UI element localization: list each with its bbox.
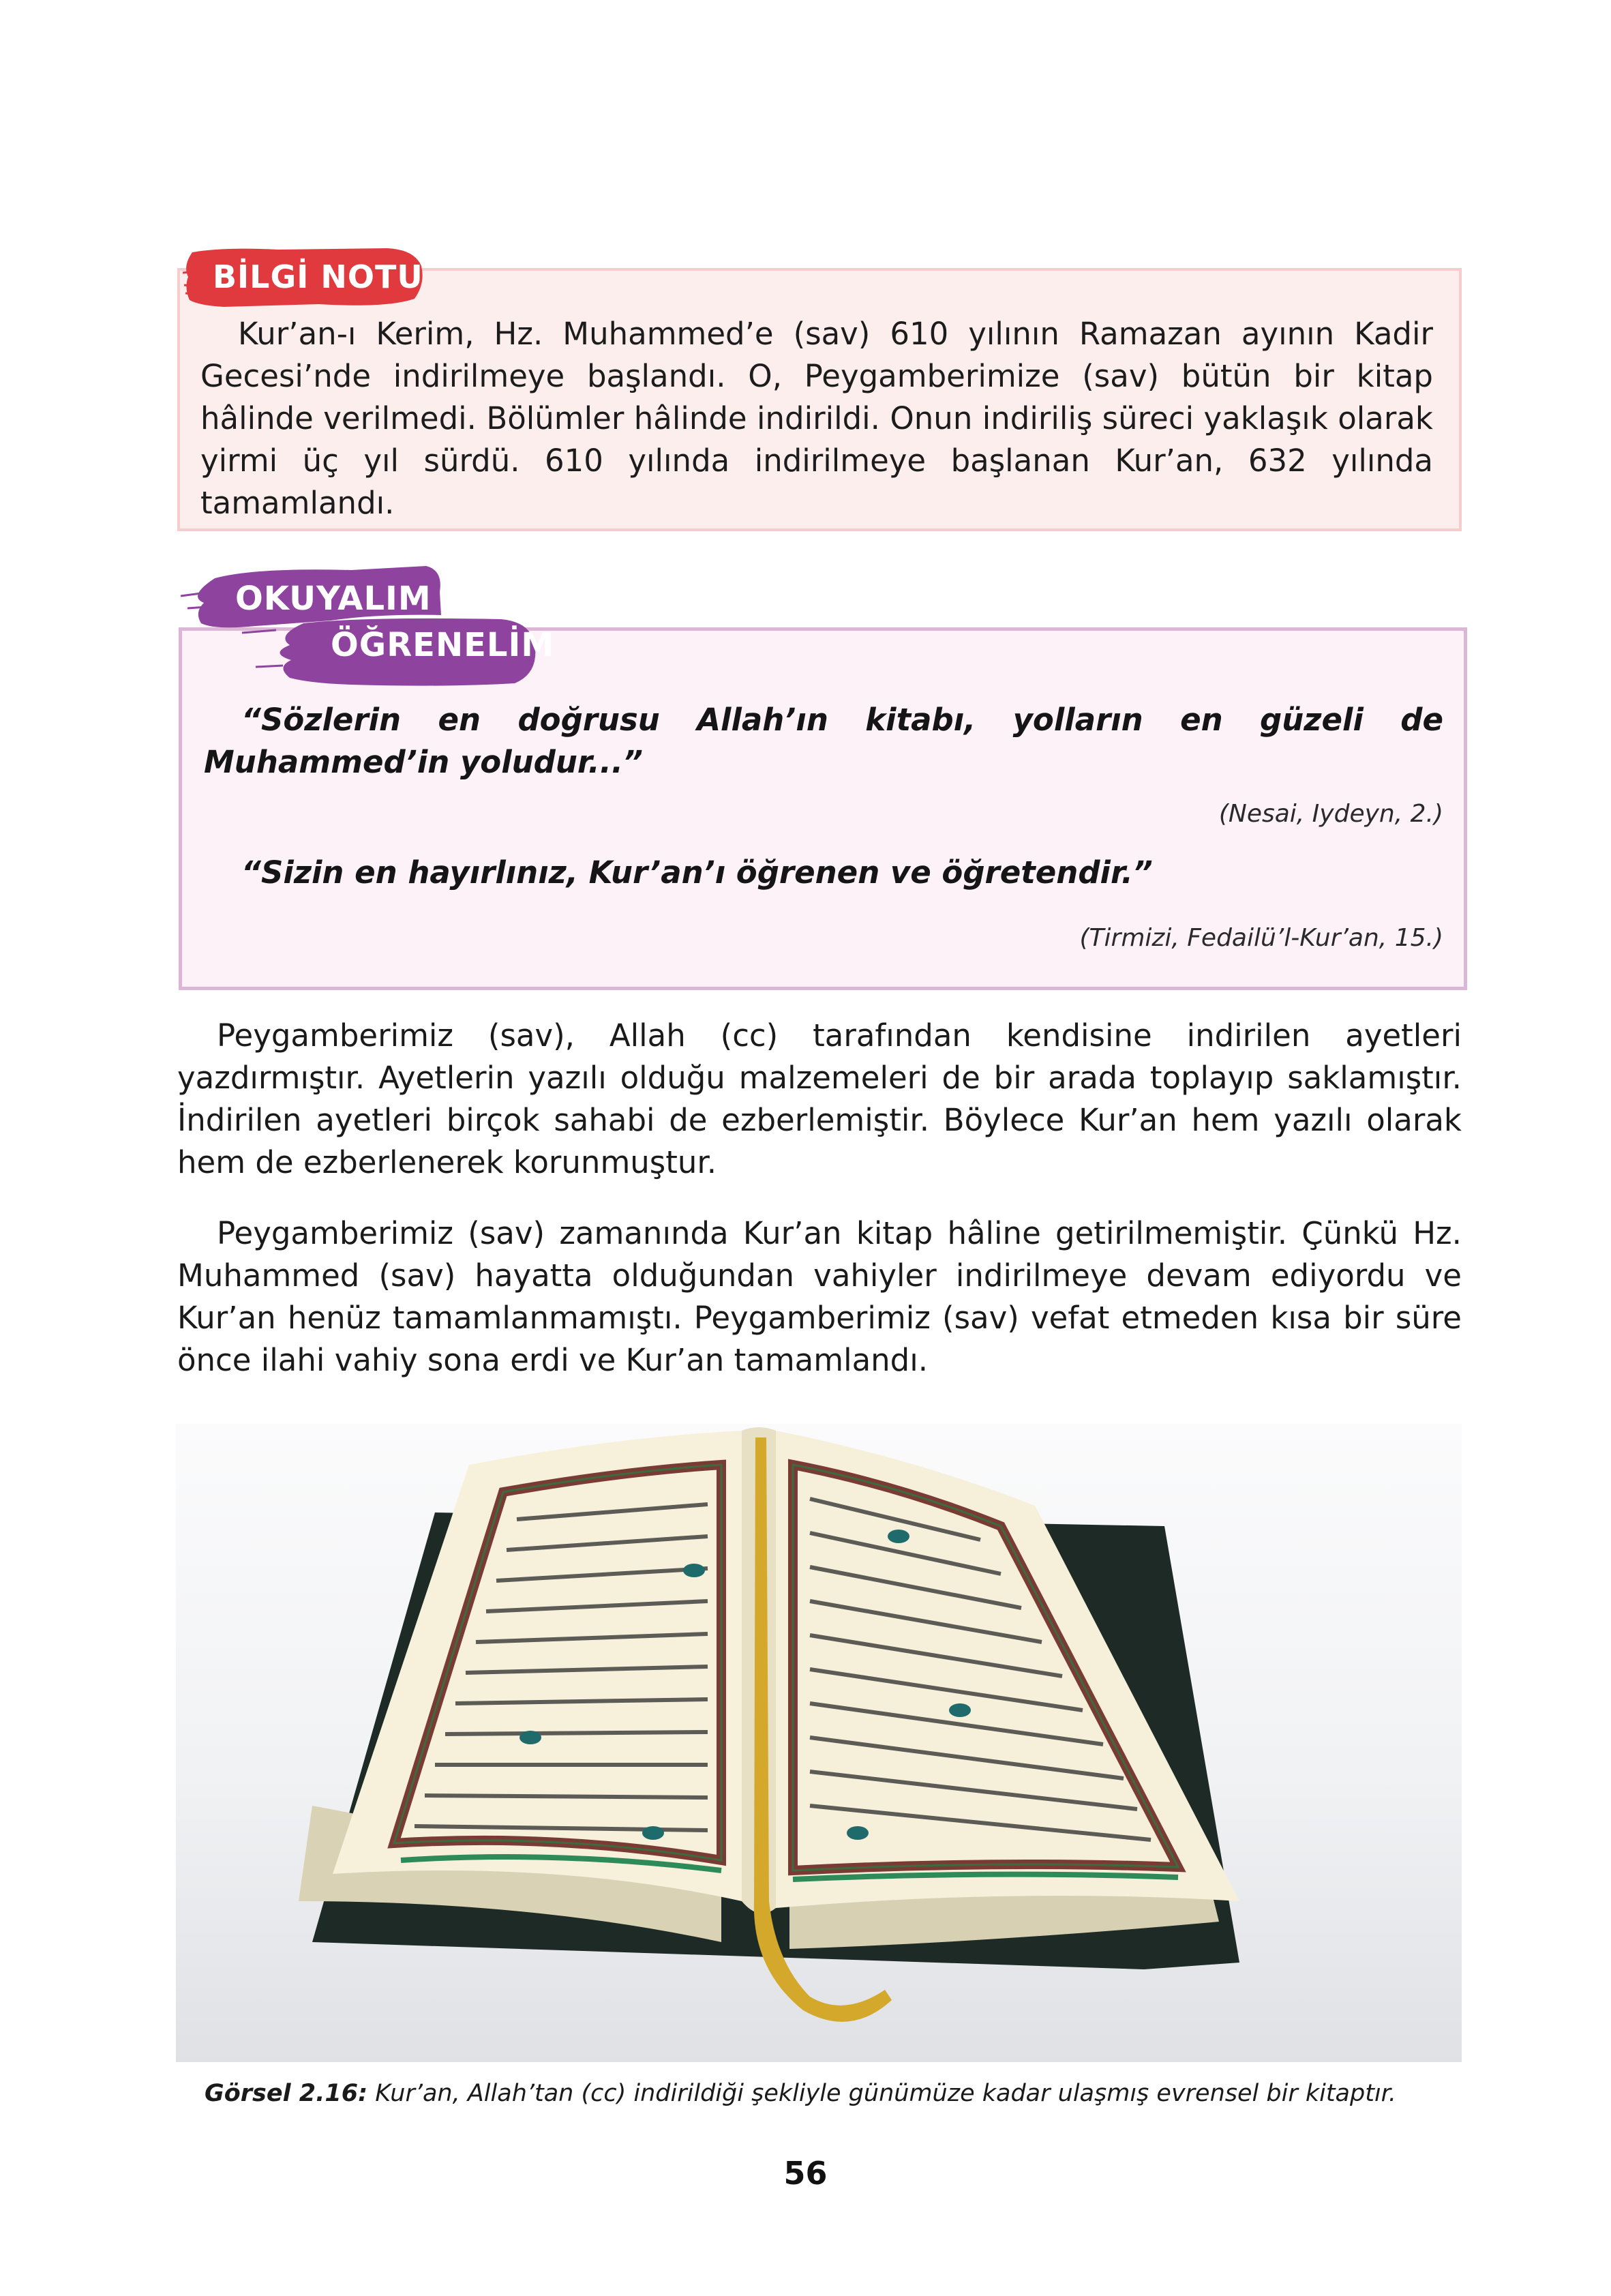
read-learn-badge — [174, 558, 556, 687]
quote-2 — [204, 852, 1443, 894]
figure-caption-text: Kur’an, Allah’tan (cc) indirildiği şekliyle günümüze kadar ulaşmış evrensel bir kitaptır. — [367, 2080, 1396, 2107]
body-paragraph-2 — [177, 1212, 1462, 1382]
info-note-text-content: Kur’an-ı Kerim, Hz. Muhammed’e (sav) 610 yılının Ramazan ayının Kadir Gecesi’nde indirilmeye başlandı. O, Peygamberimize (sav) bütün bir kitap hâlinde verilmedi. Bölümler hâlinde indirildi. Onun indiriliş süreci yaklaşık olarak yirmi üç yıl sürdü. 610 yılında indirilmeye başlanan Kur’an, 632 yılında tamamlandı. — [200, 316, 1433, 521]
open-book-illustration — [176, 1424, 1462, 2062]
read-learn-badge-line2: ÖĞRENELİM — [331, 626, 555, 664]
quote-2-text: “Sizin en hayırlınız, Kur’an’ı öğrenen ve öğretendir.” — [241, 854, 1153, 891]
quote-1-text: “Sözlerin en doğrusu Allah’ın kitabı, yolların en güzeli de Muhammed’in yoludur...” — [204, 702, 1443, 780]
figure-open-quran-image — [176, 1424, 1462, 2062]
body-paragraph-1 — [177, 1015, 1462, 1184]
brush-stroke-icon — [174, 558, 556, 687]
info-note-text — [200, 313, 1433, 524]
quote-1 — [204, 699, 1443, 784]
body-paragraph-2-text: Peygamberimiz (sav) zamanında Kur’an kitap hâline getirilmemiştir. Çünkü Hz. Muhammed (sav) hayatta olduğundan vahiyler indirilmeye devam ediyordu ve Kur’an henüz tamamlanmamıştı. Peygamberimiz (sav) vefat etmeden kısa bir süre önce ilahi vahiy sona erdi ve Kur’an tamamlandı. — [177, 1215, 1462, 1378]
quote-2-source: (Tirmizi, Fedailü’l-Kur’an, 15.) — [1079, 924, 1443, 952]
body-paragraph-1-text: Peygamberimiz (sav), Allah (cc) tarafından kendisine indirilen ayetleri yazdırmıştır. Ayetlerin yazılı olduğu malzemeleri de bir arada toplayıp saklamıştır. İndirilen ayetleri birçok sahabi de ezberlemiştir. Böylece Kur’an hem yazılı olarak hem de ezberlenerek korunmuştur. — [177, 1017, 1462, 1180]
info-note-badge-label: BİLGİ NOTU — [213, 258, 423, 295]
figure-caption — [205, 2077, 1445, 2110]
quote-1-source: (Nesai, Iydeyn, 2.) — [1218, 800, 1443, 828]
info-note-badge — [183, 245, 428, 308]
figure-caption-label: Görsel 2.16: — [205, 2080, 368, 2107]
read-learn-badge-line1: OKUYALIM — [235, 580, 432, 618]
page-number: 56 — [783, 2155, 828, 2192]
